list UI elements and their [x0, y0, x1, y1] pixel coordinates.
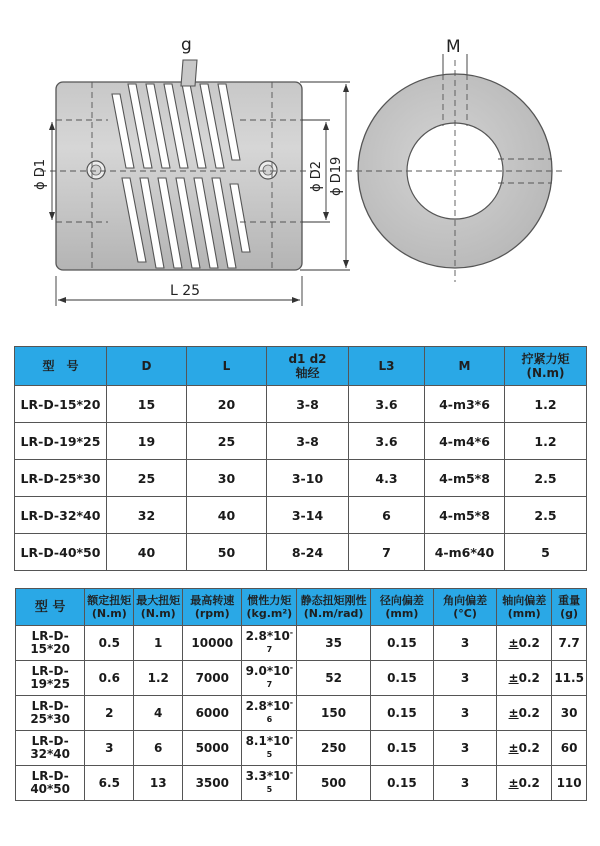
cell-model: LR-D- 40*50: [16, 766, 85, 801]
label-L25: L 25: [170, 283, 201, 299]
cell-M: 4-m5*8: [425, 497, 505, 534]
cell-weight: 110: [552, 766, 587, 801]
cell-stiffness: 150: [297, 696, 370, 731]
cell-axial: ±0.2: [497, 696, 552, 731]
header-L3: L3: [349, 347, 425, 386]
header-D: D: [107, 347, 187, 386]
cell-rated-torque: 0.5: [85, 626, 134, 661]
header-M: M: [425, 347, 505, 386]
cell-torque: 2.5: [505, 497, 587, 534]
cell-L: 25: [187, 423, 267, 460]
cell-radial: 0.15: [370, 626, 433, 661]
cell-L3: 7: [349, 534, 425, 571]
cell-model: LR-D- 25*30: [16, 696, 85, 731]
cell-model: LR-D-25*30: [15, 460, 107, 497]
header-inertia: 惯性力矩 (kg.m²): [242, 589, 297, 626]
cell-L: 30: [187, 460, 267, 497]
cell-d: 3-8: [267, 423, 349, 460]
cell-torque: 1.2: [505, 386, 587, 423]
table-row: [15, 460, 587, 497]
cell-L3: 6: [349, 497, 425, 534]
table-row: [16, 731, 587, 766]
cell-L3: 3.6: [349, 386, 425, 423]
table-row: [15, 423, 587, 460]
cell-inertia: $9.0*10^{-7}$: [242, 661, 297, 696]
cell-model: LR-D- 19*25: [16, 661, 85, 696]
cell-torque: 2.5: [505, 460, 587, 497]
cell-model: LR-D-32*40: [15, 497, 107, 534]
header-static-stiffness: 静态扭矩刚性 (N.m/rad): [297, 589, 370, 626]
header-max-torque: 最大扭矩 (N.m): [134, 589, 183, 626]
coupling-end-view: [346, 54, 566, 282]
cell-max-torque: 1.2: [134, 661, 183, 696]
table-row: [15, 534, 587, 571]
label-M: M: [446, 37, 461, 57]
dimension-spec-table: [14, 346, 587, 571]
header-model: 型 号: [15, 347, 107, 386]
table-row: [16, 696, 587, 731]
label-D2: ϕ D2: [309, 161, 324, 192]
header-weight: 重量 (g): [552, 589, 587, 626]
cell-inertia: $2.8*10^{-7}$: [242, 626, 297, 661]
header-rated-torque: 额定扭矩 (N.m): [85, 589, 134, 626]
cell-radial: 0.15: [370, 661, 433, 696]
cell-model: LR-D-15*20: [15, 386, 107, 423]
coupling-side-view: [40, 60, 318, 270]
cell-M: 4-m4*6: [425, 423, 505, 460]
cell-stiffness: 500: [297, 766, 370, 801]
label-g: g: [181, 35, 192, 55]
header-radial-deviation: 径向偏差 (mm): [370, 589, 433, 626]
cell-angular: 3: [433, 731, 496, 766]
cell-angular: 3: [433, 661, 496, 696]
cell-model: LR-D- 15*20: [16, 626, 85, 661]
header-shaft-diameter: d1 d2 轴经: [267, 347, 349, 386]
cell-d: 3-10: [267, 460, 349, 497]
cell-d: 8-24: [267, 534, 349, 571]
cell-angular: 3: [433, 766, 496, 801]
cell-D: 25: [107, 460, 187, 497]
cell-model: LR-D-19*25: [15, 423, 107, 460]
cell-max-torque: 6: [134, 731, 183, 766]
cell-inertia: $3.3*10^{-5}$: [242, 766, 297, 801]
cell-model: LR-D-40*50: [15, 534, 107, 571]
performance-table: [15, 588, 587, 801]
table-row: [16, 661, 587, 696]
cell-weight: 11.5: [552, 661, 587, 696]
cell-max-torque: 4: [134, 696, 183, 731]
label-D1: ϕ D1: [33, 159, 48, 190]
coupling-drawing: [0, 0, 600, 330]
cell-weight: 60: [552, 731, 587, 766]
cell-stiffness: 52: [297, 661, 370, 696]
table-header-row: [15, 347, 587, 386]
cell-D: 19: [107, 423, 187, 460]
header-L: L: [187, 347, 267, 386]
cell-M: 4-m3*6: [425, 386, 505, 423]
cell-inertia: $8.1*10^{-5}$: [242, 731, 297, 766]
cell-rated-torque: 0.6: [85, 661, 134, 696]
cell-max-speed: 6000: [183, 696, 242, 731]
header-max-speed: 最高转速 (rpm): [183, 589, 242, 626]
table-row: [15, 497, 587, 534]
cell-radial: 0.15: [370, 696, 433, 731]
cell-axial: ±0.2: [497, 766, 552, 801]
cell-radial: 0.15: [370, 766, 433, 801]
cell-max-speed: 5000: [183, 731, 242, 766]
header-axial-deviation: 轴向偏差 (mm): [497, 589, 552, 626]
cell-torque: 5: [505, 534, 587, 571]
cell-weight: 7.7: [552, 626, 587, 661]
cell-axial: ±0.2: [497, 731, 552, 766]
cell-L: 40: [187, 497, 267, 534]
table-header-row: [16, 589, 587, 626]
cell-max-speed: 10000: [183, 626, 242, 661]
table-row: [16, 626, 587, 661]
label-D19: ϕ D19: [329, 156, 344, 196]
cell-model: LR-D- 32*40: [16, 731, 85, 766]
cell-D: 32: [107, 497, 187, 534]
cell-axial: ±0.2: [497, 626, 552, 661]
cell-D: 40: [107, 534, 187, 571]
cell-d: 3-14: [267, 497, 349, 534]
cell-angular: 3: [433, 626, 496, 661]
cell-weight: 30: [552, 696, 587, 731]
header-angular-deviation: 角向偏差 (°C): [433, 589, 496, 626]
cell-d: 3-8: [267, 386, 349, 423]
cell-stiffness: 35: [297, 626, 370, 661]
cell-radial: 0.15: [370, 731, 433, 766]
header-tightening-torque: 拧紧力矩 (N.m): [505, 347, 587, 386]
cell-rated-torque: 3: [85, 731, 134, 766]
cell-L3: 3.6: [349, 423, 425, 460]
cell-angular: 3: [433, 696, 496, 731]
cell-max-speed: 7000: [183, 661, 242, 696]
table-row: [15, 386, 587, 423]
cell-L: 50: [187, 534, 267, 571]
cell-inertia: $2.8*10^{-6}$: [242, 696, 297, 731]
cell-M: 4-m6*40: [425, 534, 505, 571]
cell-max-speed: 3500: [183, 766, 242, 801]
cell-rated-torque: 2: [85, 696, 134, 731]
header-model: 型 号: [16, 589, 85, 626]
cell-L3: 4.3: [349, 460, 425, 497]
table-row: [16, 766, 587, 801]
cell-L: 20: [187, 386, 267, 423]
cell-max-torque: 1: [134, 626, 183, 661]
cell-stiffness: 250: [297, 731, 370, 766]
cell-axial: ±0.2: [497, 661, 552, 696]
cell-M: 4-m5*8: [425, 460, 505, 497]
cell-D: 15: [107, 386, 187, 423]
cell-torque: 1.2: [505, 423, 587, 460]
cell-rated-torque: 6.5: [85, 766, 134, 801]
cell-max-torque: 13: [134, 766, 183, 801]
